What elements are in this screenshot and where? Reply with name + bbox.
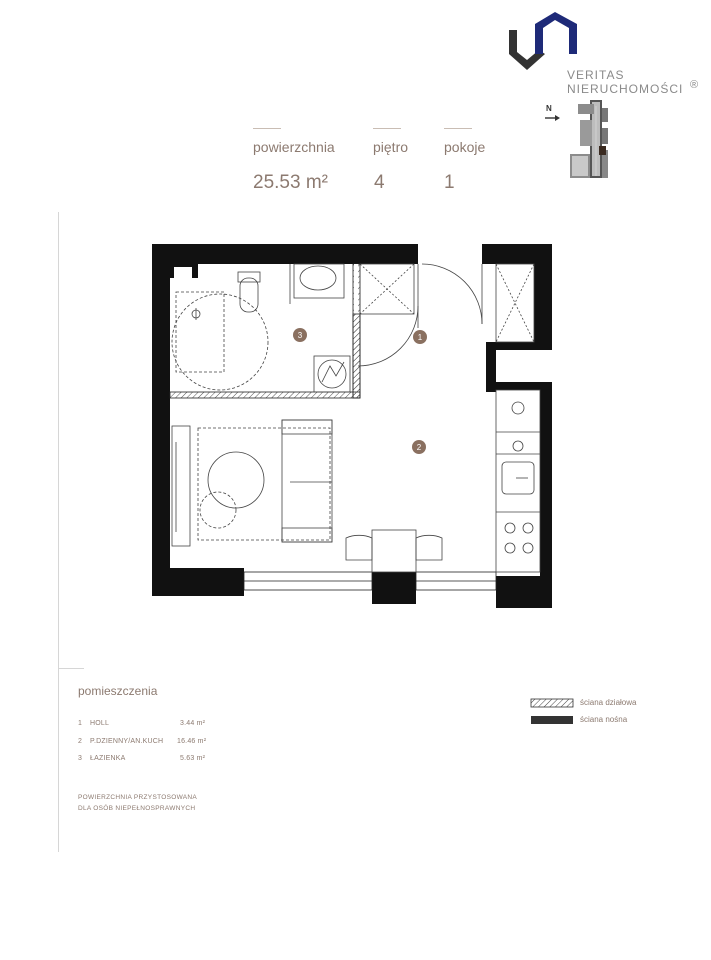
legend-swatch-solid xyxy=(531,716,573,724)
legend-label-partition: ściana działowa xyxy=(580,698,637,707)
stat-label-floor: piętro xyxy=(373,139,409,155)
stat-rule-rooms xyxy=(444,128,472,129)
compass-north-label: N xyxy=(546,104,552,113)
kitchen-fixtures xyxy=(496,390,540,572)
rooms-title: pomieszczenia xyxy=(78,684,158,698)
room-name: HOLL xyxy=(90,720,110,727)
stat-value-floor: 4 xyxy=(374,172,385,193)
stat-label-rooms: pokoje xyxy=(444,139,486,155)
room-area: 16.46 m² xyxy=(177,738,207,745)
legend-swatches xyxy=(530,698,576,726)
bearing-walls xyxy=(152,244,552,608)
room-num: 2 xyxy=(78,738,83,745)
room-name: ŁAZIENKA xyxy=(90,755,126,762)
veritas-logo xyxy=(505,10,585,72)
stat-rule-floor xyxy=(373,128,401,129)
legend-swatch-hatched xyxy=(531,699,573,707)
building-key-plan xyxy=(568,98,618,184)
stat-value-rooms: 1 xyxy=(444,172,455,193)
stat-rule-area xyxy=(253,128,281,129)
room-area: 3.44 m² xyxy=(180,720,206,727)
stat-value-area: 25.53 m² xyxy=(253,172,328,193)
bathroom-fixtures xyxy=(172,264,350,392)
floor-plan xyxy=(150,242,556,610)
accessibility-note-line2: DLA OSÓB NIEPEŁNOSPRAWNYCH xyxy=(78,805,196,812)
room-num: 3 xyxy=(78,755,83,762)
windows xyxy=(244,572,496,590)
frame-tick-line xyxy=(58,668,84,669)
compass-arrow-icon xyxy=(544,114,562,122)
accessibility-note-line1: POWIERZCHNIA PRZYSTOSOWANA xyxy=(78,794,198,801)
room-marker-1: 1 xyxy=(417,333,423,342)
brand-name-line2: NIERUCHOMOŚCI xyxy=(567,82,684,96)
room-marker-2: 2 xyxy=(416,443,422,452)
living-furniture xyxy=(172,420,442,572)
hall-fixtures xyxy=(358,264,534,366)
room-num: 1 xyxy=(78,720,83,727)
room-marker-3: 3 xyxy=(297,331,303,340)
frame-vertical-line xyxy=(58,212,59,852)
brand-name-line1: VERITAS xyxy=(567,68,625,82)
room-area: 5.63 m² xyxy=(180,755,206,762)
legend-label-bearing: ściana nośna xyxy=(580,715,628,724)
registered-mark: ® xyxy=(690,79,700,91)
stat-label-area: powierzchnia xyxy=(253,139,335,155)
room-name: P.DZIENNY/AN.KUCH xyxy=(90,738,164,745)
